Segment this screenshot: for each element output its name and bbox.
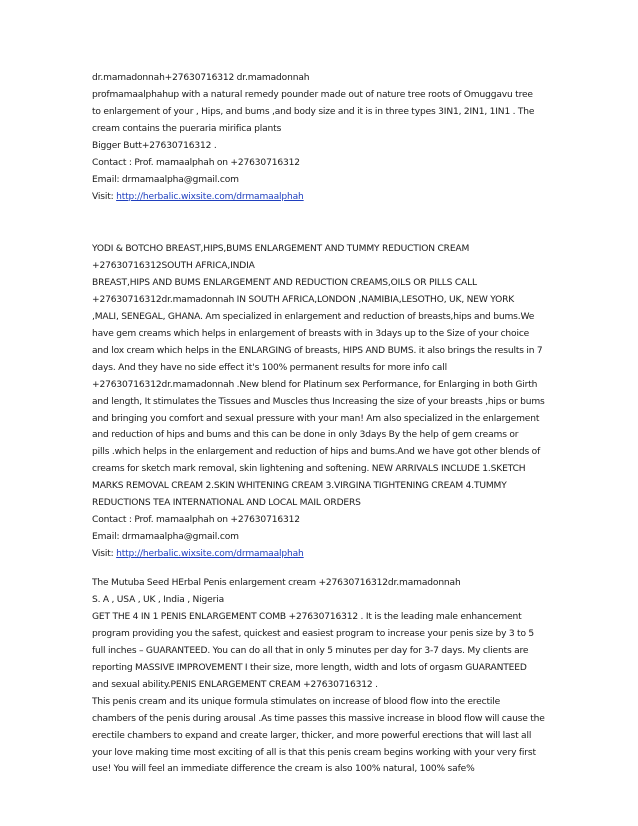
email-line: Email: drmamaalpha@gmail.com (92, 174, 239, 185)
website-link[interactable]: http://herbalic.wixsite.com/drmamaalphah (116, 549, 304, 560)
visit-label: Visit: (92, 191, 117, 202)
website-link[interactable]: http://herbalic.wixsite.com/drmamaalphah (116, 191, 304, 202)
contact-line: Contact : Prof. mamaalphah on +27630716312 (92, 515, 300, 526)
section-penis-cream (92, 575, 545, 778)
email-line: Email: drmamaalpha@gmail.com (92, 532, 239, 543)
text-line: Bigger Butt+27630716312 . (92, 140, 217, 151)
text-line: erectile chambers to expand and create larger, thicker, and more powerful erections that will last all (92, 730, 532, 741)
text-line: BREAST,HIPS AND BUMS ENLARGEMENT AND REDUCTION CREAMS,OILS OR PILLS CALL (92, 277, 477, 288)
visit-label: Visit: (92, 549, 117, 560)
text-line: program providing you the safest, quickest and easiest program to increase your penis size by 3 to 5 (92, 628, 535, 639)
text-line: This penis cream and its unique formula stimulates on increase of blood flow into the erectile (92, 696, 501, 707)
text-line: reporting MASSIVE IMPROVEMENT I their size, more length, width and lots of orgasm GUARANTEED (92, 662, 527, 673)
text-line: chambers of the penis during arousal .As time passes this massive increase in blood flow will cause the (92, 713, 545, 724)
text-line: use! You will feel an immediate difference the cream is also 100% natural, 100% safe% (92, 764, 475, 775)
text-line: your love making time most exciting of all is that this penis cream begins working with your very first (92, 747, 536, 758)
text-line: pills .which helps in the enlargement and reduction of hips and bums.And we have got other blends of (92, 447, 541, 458)
text-line: MARKS REMOVAL CREAM 2.SKIN WHITENING CREAM 3.VIRGINA TIGHTENING CREAM 4.TUMMY (92, 481, 507, 492)
text-line: REDUCTIONS TEA INTERNATIONAL AND LOCAL MAIL ORDERS (92, 498, 361, 509)
section-product-intro (92, 70, 534, 206)
visit-line (92, 546, 545, 563)
text-line: cream contains the pueraria mirifica plants (92, 123, 282, 134)
text-line: +27630716312dr.mamadonnah .New blend for Platinum sex Performance, for Enlarging in both Girth (92, 379, 538, 390)
text-line: +27630716312dr.mamadonnah IN SOUTH AFRICA,LONDON ,NAMIBIA,LESOTHO, UK, NEW YORK (92, 294, 515, 305)
text-line: creams for sketch mark removal, skin lightening and softening. NEW ARRIVALS INCLUDE 1.SKETCH (92, 464, 526, 475)
section-heading: YODI & BOTCHO BREAST,HIPS,BUMS ENLARGEMENT AND TUMMY REDUCTION CREAM (92, 244, 470, 254)
text-line: GET THE 4 IN 1 PENIS ENLARGEMENT COMB +27630716312 . It is the leading male enhancement (92, 611, 522, 622)
text-line: and bringing you comfort and sexual pressure with your man! Am also specialized in the enlargement (92, 413, 540, 424)
text-line: and length, It stimulates the Tissues and Muscles thus Increasing the size of your breasts ,hips or bums (92, 396, 545, 407)
text-line: and sexual ability.PENIS ENLARGEMENT CREAM +27630716312 . (92, 679, 378, 690)
text-line: and reduction of hips and bums and this can be done in only 3days By the help of gem creams or (92, 430, 519, 441)
text-line: full inches – GUARANTEED. You can do all that in only 5 minutes per day for 3-7 days. My clients are (92, 645, 529, 656)
text-line: +27630716312SOUTH AFRICA,INDIA (92, 260, 255, 271)
text-line: and lox cream which helps in the ENLARGING of breasts, HIPS AND BUMS. it also brings the results in 7 (92, 345, 543, 356)
contact-line: Contact : Prof. mamaalphah on +27630716312 (92, 157, 300, 168)
visit-line (92, 189, 534, 206)
text-line: ,MALI, SENEGAL, GHANA. Am specialized in enlargement and reduction of breasts,hips and bums.We (92, 311, 535, 322)
text-line: have gem creams which helps in enlargement of breasts with in 3days up to the Size of your choice (92, 328, 530, 339)
section-heading: The Mutuba Seed HErbal Penis enlargement cream +27630716312dr.mamadonnah (92, 578, 461, 588)
text-line: S. A , USA , UK , India , Nigeria (92, 594, 225, 605)
text-line: profmamaalphahup with a natural remedy pounder made out of nature tree roots of Omuggavu tree (92, 89, 533, 100)
section-breast-hips-cream (92, 241, 545, 563)
text-line: dr.mamadonnah+27630716312 dr.mamadonnah (92, 73, 310, 83)
text-line: to enlargement of your , Hips, and bums ,and body size and it is in three types 3IN1, 2IN1, 1IN1 . The (92, 106, 535, 117)
text-line: days. And they have no side effect it's 100% permanent results for more info call (92, 362, 447, 373)
